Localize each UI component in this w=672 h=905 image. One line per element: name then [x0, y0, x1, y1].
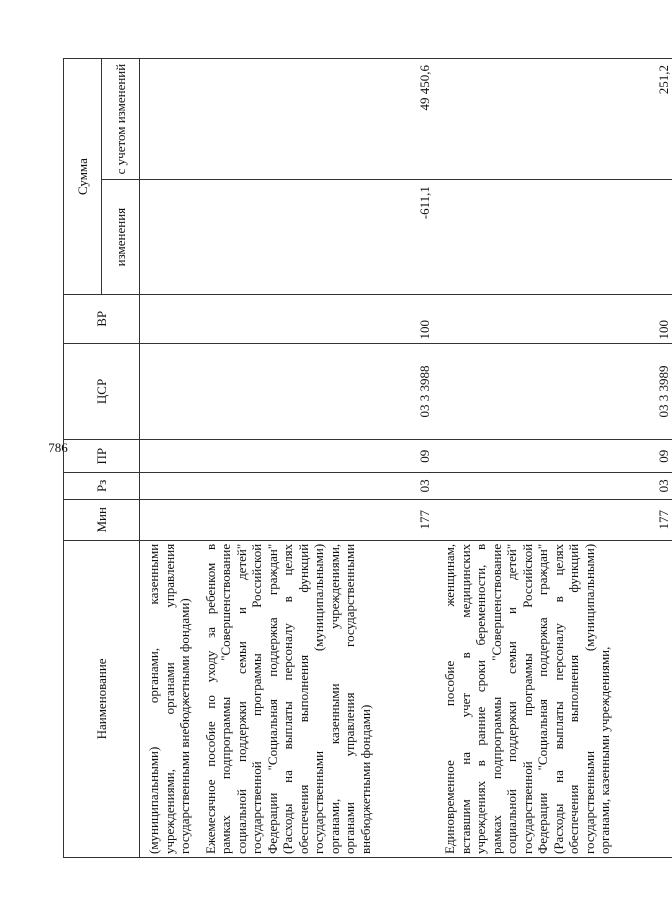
row-name	[442, 540, 672, 857]
cell-min	[140, 499, 193, 540]
row-spacer	[193, 59, 203, 858]
table-row	[140, 59, 193, 858]
cell-vr: 100	[203, 295, 433, 343]
cell-with-change: 49 450,6	[203, 59, 433, 180]
row-spacer	[432, 59, 442, 858]
cell-min: 177	[203, 499, 433, 540]
header-rz: Рз	[64, 473, 140, 500]
header-with-change: с учетом изменений	[102, 59, 140, 180]
name-line: учреждениями, органами управления	[161, 543, 177, 854]
row-name	[140, 540, 193, 857]
cell-csr	[140, 343, 193, 440]
cell-pr: 09	[203, 440, 433, 473]
cell-change: -611,1	[203, 180, 433, 295]
cell-rz: 03	[203, 473, 433, 500]
table-body	[140, 59, 672, 858]
name-line: социальной поддержки семьи и детей"	[233, 543, 249, 854]
name-text	[442, 544, 613, 854]
cell-csr: 03 3 3988	[203, 343, 433, 440]
name-line: рамках подпрограммы "Совершенствование	[218, 543, 233, 854]
cell-vr: 100	[442, 295, 672, 343]
name-line: Федерации "Социальная поддержка граждан"	[535, 543, 550, 854]
cell-with-change: 251,2	[442, 59, 672, 180]
cell-vr	[140, 295, 193, 343]
cell-min: 177	[442, 499, 672, 540]
cell-change	[442, 180, 672, 295]
name-line: органами управления государственными	[342, 543, 357, 854]
cell-rz: 03	[442, 473, 672, 500]
name-line: внебюджетными фондами)	[357, 704, 373, 854]
budget-table-rotated	[63, 58, 671, 858]
cell-change	[140, 180, 193, 295]
name-line: (муниципальными) органами, казенными	[146, 543, 161, 854]
name-line: рамках подпрограммы "Совершенствование	[488, 543, 504, 854]
header-min: Мин	[64, 499, 140, 540]
table-row	[442, 59, 672, 858]
name-line: государственной программы Российской	[519, 543, 535, 854]
header-vr: ВР	[64, 295, 140, 343]
page-number: 786	[48, 440, 68, 455]
name-line: обеспечения выполнения функций	[566, 543, 581, 854]
header-csr: ЦСР	[64, 343, 140, 440]
name-line: государственными (муниципальными)	[581, 543, 597, 854]
header-pr: ПР	[64, 440, 140, 473]
name-line: государственной программы Российской	[249, 543, 264, 854]
name-line: Федерации "Социальная поддержка граждан"	[264, 543, 280, 854]
name-line: органами, казенными учреждениями,	[597, 646, 612, 854]
name-line: обеспечения выполнения функций	[295, 543, 311, 854]
name-line: социальной поддержки семьи и детей"	[504, 543, 519, 854]
header-change: изменения	[102, 180, 140, 295]
cell-pr	[140, 440, 193, 473]
name-line: (Расходы на выплаты персоналу в целях	[550, 543, 566, 854]
name-line: государственными внебюджетными фондами)	[177, 598, 192, 854]
name-text	[203, 544, 374, 854]
name-text	[146, 544, 193, 854]
name-line: Ежемесячное пособие по уходу за ребенком в	[202, 543, 218, 854]
header-sum: Сумма	[64, 59, 102, 295]
name-line: государственными (муниципальными)	[311, 543, 326, 854]
header-name: Наименование	[64, 540, 140, 857]
name-line: органами, казенными учреждениями,	[326, 543, 342, 854]
cell-csr: 03 3 3989	[442, 343, 672, 440]
cell-rz	[140, 473, 193, 500]
cell-pr: 09	[442, 440, 672, 473]
cell-with-change	[140, 59, 193, 180]
table-row	[203, 59, 433, 858]
name-line: Единовременное пособие женщинам,	[442, 543, 457, 854]
name-line: вставшим на учет в медицинских	[457, 543, 473, 854]
table-header	[64, 59, 140, 858]
row-name	[203, 540, 433, 857]
budget-table	[63, 58, 672, 858]
name-line: (Расходы на выплаты персоналу в целях	[280, 543, 295, 854]
name-line: учреждениях в ранние сроки беременности, в	[473, 543, 488, 854]
